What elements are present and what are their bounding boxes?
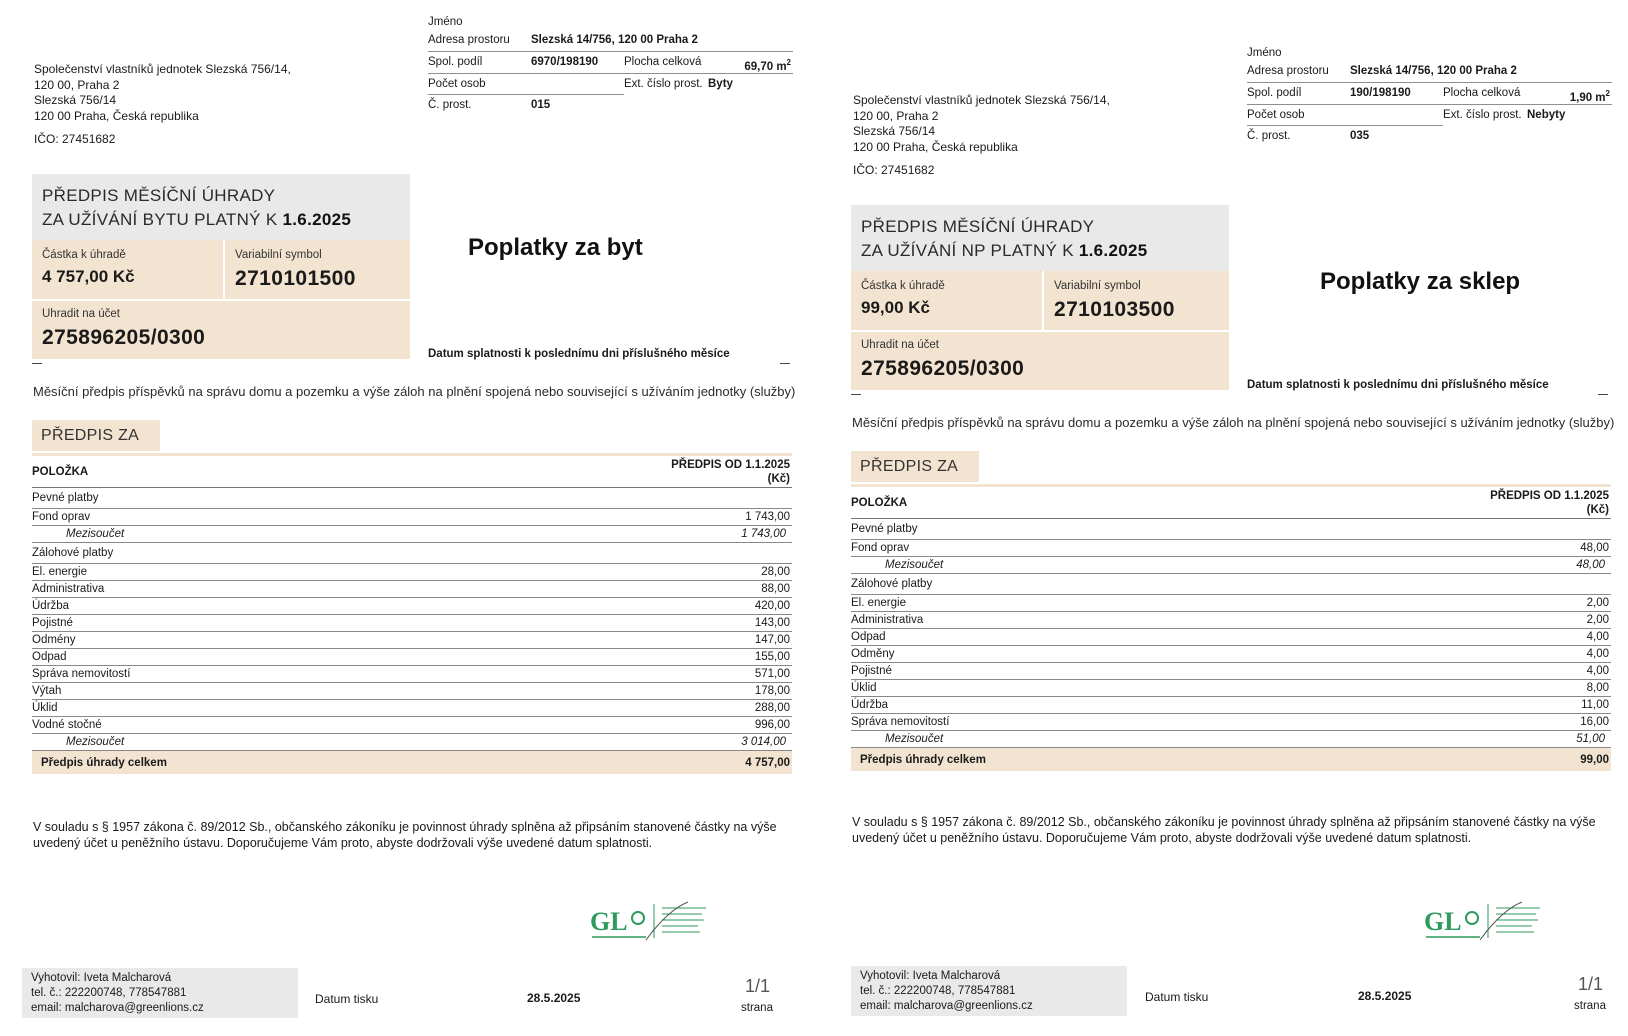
- area-value: 1,90 $m^2$: [1569, 89, 1610, 104]
- charges-table: [851, 486, 1611, 771]
- item-value: 88,00: [761, 583, 790, 595]
- item-name: Správa nemovitostí: [32, 668, 131, 680]
- company-stamp-logo: [588, 900, 712, 942]
- item-value: 4,00: [1586, 665, 1609, 677]
- item-value: 2,00: [1586, 614, 1609, 626]
- total-row: Předpis úhrady celkem 99,00: [851, 748, 1611, 771]
- print-date-label: Datum tisku: [315, 992, 379, 1006]
- table-row: [32, 632, 792, 649]
- item-name: Odmény: [32, 634, 76, 646]
- page-label: strana: [1574, 1000, 1606, 1012]
- group-row: Pevné platby: [851, 519, 1611, 540]
- item-name: Úklid: [32, 702, 58, 714]
- col-item: POLOŽKA: [851, 497, 908, 509]
- persons-label: Počet osob: [428, 78, 486, 90]
- due-date-note: Datum splatnosti k poslednímu dni příslušného měsíce: [1247, 379, 1549, 391]
- address-value: Slezská 14/756, 120 00 Praha 2: [531, 34, 698, 46]
- share-label: Spol. podíl: [1247, 87, 1302, 99]
- prepared-by: Vyhotovil: Iveta Malcharová tel. č.: 222200748, 778547881 email: malcharova@greenlions.cz: [851, 966, 1127, 1016]
- col-value: PŘEDPIS OD 1.1.2025 (Kč): [671, 459, 790, 485]
- table-row: [851, 612, 1611, 629]
- table-row: [32, 683, 792, 700]
- table-header: [851, 486, 1611, 519]
- ext-value: Nebyty: [1527, 109, 1566, 121]
- group-row: Pevné platby: [32, 488, 792, 509]
- issuer-line: 120 00 Praha, Česká republika: [853, 139, 1018, 154]
- item-name: Pojistné: [851, 665, 892, 677]
- item-name: Vodné stočné: [32, 719, 102, 731]
- issuer-address: [34, 62, 291, 124]
- account-value: 275896205/0300: [42, 326, 206, 349]
- print-date-label: Datum tisku: [1145, 990, 1209, 1004]
- name-label: Jméno: [428, 16, 463, 28]
- item-value: 420,00: [754, 600, 790, 612]
- item-name: Odměny: [851, 648, 895, 660]
- description: Měsíční předpis příspěvků na správu domu a pozemku a výše záloh na plnění spojená nebo související s užíváním jednotky (služby): [852, 415, 1615, 430]
- area-value: 69,70 $m^2$: [744, 58, 791, 73]
- group-row: Zálohové platby: [32, 543, 792, 564]
- table-row: [32, 598, 792, 615]
- item-name: Odpad: [32, 651, 67, 663]
- table-row: [32, 615, 792, 632]
- item-value: 1 743,00: [745, 511, 790, 523]
- area-label: Plocha celková: [1443, 87, 1521, 99]
- table-row: [32, 564, 792, 581]
- item-name: Výtah: [32, 685, 62, 697]
- issuer-ico: IČO: 27451682: [853, 163, 935, 177]
- page-number: 1/1: [745, 976, 771, 996]
- valid-date: 1.6.2025: [1078, 241, 1148, 260]
- item-value: 996,00: [754, 719, 790, 731]
- issuer-line: 120 00, Praha 2: [853, 108, 939, 123]
- subtotal-row: Mezisoučet 51,00: [851, 731, 1611, 748]
- address-value: Slezská 14/756, 120 00 Praha 2: [1350, 65, 1517, 77]
- item-name: Odpad: [851, 631, 886, 643]
- issuer-line: Společenství vlastníků jednotek Slezská 756/14,: [34, 62, 291, 76]
- payment-box: [32, 174, 410, 359]
- item-name: Fond oprav: [851, 542, 910, 554]
- section-title: PŘEDPIS ZA: [851, 451, 979, 482]
- document-title: Poplatky za sklep: [1320, 268, 1521, 295]
- account-label: Uhradit na účet: [42, 308, 120, 320]
- item-value: 4,00: [1586, 631, 1609, 643]
- item-value: 16,00: [1580, 716, 1609, 728]
- space-no-label: Č. prost.: [428, 99, 472, 111]
- item-name: El. energie: [851, 597, 906, 609]
- legal-note: V souladu s § 1957 zákona č. 89/2012 Sb., občanského zákoníku je povinnost úhrady splněna až připsáním stanovené částky na výše uvedený účet u peněžního ústavu. Doporučujeme Vám proto, abyste dodržovali výše uvedené datum splatnosti.: [852, 815, 1596, 845]
- legal-note: V souladu s § 1957 zákona č. 89/2012 Sb., občanského zákoníku je povinnost úhrady splněna až připsáním stanovené částky na výše uvedený účet u peněžního ústavu. Doporučujeme Vám proto, abyste dodržovali výše uvedené datum splatnosti.: [33, 820, 777, 850]
- area-label: Plocha celková: [624, 56, 702, 68]
- amount-label: Částka k úhradě: [861, 280, 945, 292]
- issuer-line: Společenství vlastníků jednotek Slezská 756/14,: [853, 93, 1110, 107]
- item-name: El. energie: [32, 566, 87, 578]
- issuer-address: [853, 93, 1110, 155]
- issuer-line: 120 00 Praha, Česká republika: [34, 108, 199, 123]
- group-row: Zálohové platby: [851, 574, 1611, 595]
- payment-box: [851, 205, 1229, 390]
- item-value: 11,00: [1581, 699, 1609, 711]
- item-value: 155,00: [754, 651, 790, 663]
- item-value: 48,00: [1580, 542, 1609, 554]
- account-label: Uhradit na účet: [861, 339, 939, 351]
- vs-value: 2710103500: [1054, 298, 1175, 321]
- valid-date: 1.6.2025: [282, 210, 352, 229]
- item-value: 28,00: [761, 566, 790, 578]
- section-title: PŘEDPIS ZA: [32, 420, 160, 451]
- print-date: 28.5.2025: [527, 991, 581, 1005]
- space-no-value: 035: [1350, 130, 1370, 142]
- issuer-line: Slezská 756/14: [853, 124, 936, 138]
- payment-heading: PŘEDPIS MĚSÍČNÍ ÚHRADY ZA UŽÍVÁNÍ BYTU PLATNÝ K 1.6.2025: [32, 174, 410, 240]
- issuer-line: Slezská 756/14: [34, 93, 117, 107]
- table-header: [32, 455, 792, 488]
- company-stamp-logo: [1422, 900, 1546, 942]
- issuer-line: 120 00, Praha 2: [34, 77, 120, 92]
- address-label: Adresa prostoru: [428, 34, 510, 46]
- property-info: [1247, 45, 1612, 147]
- page-number: 1/1: [1578, 974, 1604, 994]
- item-value: 8,00: [1586, 682, 1609, 694]
- share-value: 6970/198190: [531, 56, 599, 68]
- table-row: [851, 680, 1611, 697]
- amount-value: 99,00 Kč: [861, 298, 930, 317]
- table-row: [851, 663, 1611, 680]
- amount-value: 4 757,00 Kč: [42, 267, 135, 286]
- ext-label: Ext. číslo prost.: [624, 78, 703, 90]
- property-info: [428, 14, 793, 116]
- table-row: [851, 595, 1611, 612]
- table-row: [851, 697, 1611, 714]
- vs-value: 2710101500: [235, 267, 356, 290]
- account-value: 275896205/0300: [861, 357, 1025, 380]
- amount-label: Částka k úhradě: [42, 249, 126, 261]
- vs-label: Variabilní symbol: [1054, 280, 1141, 292]
- vs-label: Variabilní symbol: [235, 249, 322, 261]
- table-row: [851, 629, 1611, 646]
- ext-value: Byty: [708, 78, 733, 90]
- item-value: 571,00: [754, 668, 790, 680]
- item-name: Administrativa: [32, 583, 105, 595]
- document-apartment: [0, 0, 796, 1036]
- item-name: Údržba: [851, 699, 889, 711]
- name-label: Jméno: [1247, 47, 1282, 59]
- item-value: 4,00: [1586, 648, 1609, 660]
- subtotal-row: Mezisoučet 48,00: [851, 557, 1611, 574]
- item-name: Úklid: [851, 682, 877, 694]
- table-row: [851, 646, 1611, 663]
- document-title: Poplatky za byt: [468, 234, 643, 261]
- charges-table: [32, 455, 792, 774]
- item-name: Správa nemovitostí: [851, 716, 950, 728]
- section-header: [851, 451, 1611, 487]
- item-name: Administrativa: [851, 614, 924, 626]
- section-header: [32, 420, 792, 456]
- table-row: [32, 649, 792, 666]
- table-row: [32, 666, 792, 683]
- item-value: 147,00: [754, 634, 790, 646]
- print-date: 28.5.2025: [1358, 989, 1412, 1003]
- due-date-note: Datum splatnosti k poslednímu dni příslušného měsíce: [428, 348, 730, 360]
- col-value: PŘEDPIS OD 1.1.2025 (Kč): [1490, 490, 1609, 516]
- address-label: Adresa prostoru: [1247, 65, 1329, 77]
- table-row: [32, 717, 792, 734]
- subtotal-row: Mezisoučet 1 743,00: [32, 526, 792, 543]
- share-value: 190/198190: [1350, 87, 1411, 99]
- share-label: Spol. podíl: [428, 56, 483, 68]
- col-item: POLOŽKA: [32, 466, 89, 478]
- svg-text:GL: GL: [590, 907, 628, 936]
- table-row: [32, 509, 792, 526]
- total-row: Předpis úhrady celkem 4 757,00: [32, 751, 792, 774]
- item-name: Pojistné: [32, 617, 73, 629]
- table-row: [32, 581, 792, 598]
- space-no-value: 015: [531, 99, 551, 111]
- svg-text:GL: GL: [1424, 907, 1462, 936]
- table-row: [32, 700, 792, 717]
- document-cellar: [820, 0, 1615, 1036]
- item-value: 2,00: [1586, 597, 1609, 609]
- table-row: [851, 540, 1611, 557]
- subtotal-row: Mezisoučet 3 014,00: [32, 734, 792, 751]
- persons-label: Počet osob: [1247, 109, 1305, 121]
- prepared-by: Vyhotovil: Iveta Malcharová tel. č.: 222200748, 778547881 email: malcharova@greenlions.cz: [22, 968, 298, 1018]
- item-name: Údržba: [32, 600, 70, 612]
- ext-label: Ext. číslo prost.: [1443, 109, 1522, 121]
- payment-heading: PŘEDPIS MĚSÍČNÍ ÚHRADY ZA UŽÍVÁNÍ NP PLATNÝ K 1.6.2025: [851, 205, 1229, 271]
- item-value: 178,00: [754, 685, 790, 697]
- table-row: [851, 714, 1611, 731]
- item-value: 288,00: [754, 702, 790, 714]
- page-label: strana: [741, 1002, 773, 1014]
- issuer-ico: IČO: 27451682: [34, 132, 116, 146]
- space-no-label: Č. prost.: [1247, 130, 1291, 142]
- item-name: Fond oprav: [32, 511, 91, 523]
- description: Měsíční předpis příspěvků na správu domu a pozemku a výše záloh na plnění spojená nebo související s užíváním jednotky (služby): [33, 384, 796, 399]
- item-value: 143,00: [754, 617, 790, 629]
